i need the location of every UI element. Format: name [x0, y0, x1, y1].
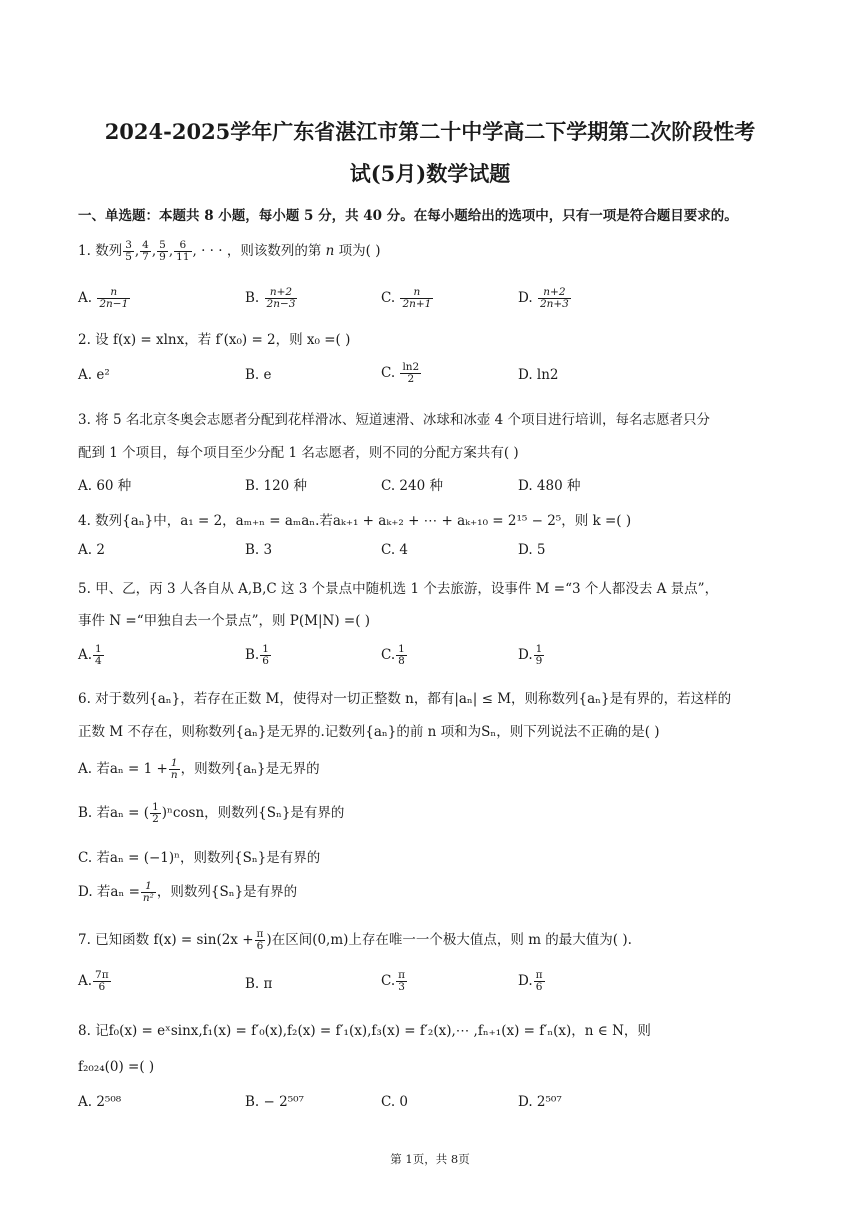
fraction: $\frac{6}{11}$	[176, 239, 190, 263]
section-heading: 一、单选题：本题共 8 小题，每小题 5 分，共 40 分。在每小题给出的选项中，只有一项是符合题目要求的。	[78, 208, 738, 224]
question-6-line2: 正数 M 不存在，则称数列{aₙ}是无界的.记数列{aₙ}的前 n 项和为Sₙ，则下列说法不正确的是( )	[78, 724, 660, 740]
question-8-line1: 8. 记f₀(x) = eˣsinx,f₁(x) = f′₀(x),f₂(x) = f′₁(x),f₃(x) = f′₂(x),⋯ ,fₙ₊₁(x) = f′ₙ(x)，n ∈ N，则	[78, 1023, 651, 1039]
question-7-option-d: D. $\frac{\pi}{6}$	[518, 969, 543, 993]
question-8-option-c: C. 0	[381, 1094, 409, 1110]
question-2-option-d: D. ln2	[518, 367, 559, 383]
question-6-option-b: B. 若aₙ = ( $\frac{1}{2}$ )ⁿcosn，则数列{Sₙ}是有界的	[78, 801, 345, 825]
page-title-line1: 2024-2025学年广东省湛江市第二十中学高二下学期第二次阶段性考	[104, 119, 756, 144]
question-1-option-d: D. $\frac{n+2}{2n+3}$	[518, 286, 569, 310]
question-5-option-c: C. $\frac{1}{8}$	[381, 643, 405, 667]
question-3-line2: 配到 1 个项目，每个项目至少分配 1 名志愿者，则不同的分配方案共有( )	[78, 445, 519, 461]
question-7-stem: 7. 已知函数 f(x) = sin(2x + $\frac{\pi}{6}$ )在区间(0,m)上存在唯一一个极大值点，则 m 的最大值为( ).	[78, 928, 632, 952]
question-5-option-d: D. $\frac{1}{9}$	[518, 643, 543, 667]
question-3-option-d: D. 480 种	[518, 478, 581, 494]
question-4-option-a: A. 2	[78, 542, 105, 558]
question-4-stem: 4. 数列{aₙ}中，a₁ = 2，aₘ₊ₙ = aₘaₙ.若aₖ₊₁ + aₖ₊₂ + ⋯ + aₖ₊₁₀ = 2¹⁵ − 2⁵，则 k =( )	[78, 513, 632, 529]
question-6-option-d: D. 若aₙ = $\frac{1}{\text{n²}}$ ，则数列{Sₙ}是有界的	[78, 880, 298, 904]
question-1-option-a: A. $\frac{n}{2n-1}$	[78, 286, 129, 310]
question-2-option-b: B. e	[245, 367, 272, 383]
question-3-option-a: A. 60 种	[78, 478, 132, 494]
question-6-option-a: A. 若aₙ = 1 + $\frac{1}{n}$ ，则数列{aₙ}是无界的	[78, 757, 320, 781]
question-3-option-c: C. 240 种	[381, 478, 443, 494]
question-5-option-b: B. $\frac{1}{6}$	[245, 643, 269, 667]
page-title-line2: 试(5月)数学试题	[349, 161, 511, 186]
question-2-stem: 2. 设 f(x) = xlnx，若 f′(x₀) = 2，则 x₀ =( )	[78, 332, 351, 348]
question-5-option-a: A. $\frac{1}{4}$	[78, 643, 102, 667]
question-1-stem: 1. 数列 $\frac{3}{5}$ , $\frac{4}{7}$ , $\frac{5}{9}$ , $\frac{6}{11}$ , · · · ，则该数列的第 n 项为( )	[78, 239, 381, 263]
fraction: $\frac{5}{9}$	[159, 239, 166, 263]
question-5-line1: 5. 甲、乙，丙 3 人各自从 A,B,C 这 3 个景点中随机选 1 个去旅游，设事件 M =“3 个人都没去 A 景点”，	[78, 581, 719, 597]
question-8-option-b: B. − 2⁵⁰⁷	[245, 1094, 304, 1110]
question-2-option-c: C. $\frac{\ln 2}{2}$	[381, 361, 420, 385]
question-8-option-d: D. 2⁵⁰⁷	[518, 1094, 562, 1110]
question-7-option-a: A. $\frac{7\pi}{6}$	[78, 969, 109, 993]
question-4-option-b: B. 3	[245, 542, 273, 558]
question-7-option-b: B. π	[245, 976, 273, 992]
question-3-option-b: B. 120 种	[245, 478, 308, 494]
question-6-option-c: C. 若aₙ = (−1)ⁿ，则数列{Sₙ}是有界的	[78, 850, 321, 866]
question-8-line2: f₂₀₂₄(0) =( )	[78, 1059, 155, 1075]
question-4-option-c: C. 4	[381, 542, 409, 558]
question-3-line1: 3. 将 5 名北京冬奥会志愿者分配到花样滑冰、短道速滑、冰球和冰壶 4 个项目进行培训，每名志愿者只分	[78, 412, 711, 428]
question-1-option-c: C. $\frac{n}{2n+1}$	[381, 286, 432, 310]
question-2-option-a: A. e²	[78, 367, 110, 383]
question-1-option-b: B. $\frac{n+2}{2n-3}$	[245, 286, 296, 310]
fraction: $\frac{3}{5}$	[125, 239, 132, 263]
page-footer: 第 1页，共 8页	[390, 1152, 470, 1166]
question-8-option-a: A. 2⁵⁰⁸	[78, 1094, 122, 1110]
fraction: $\frac{4}{7}$	[142, 239, 149, 263]
question-5-line2: 事件 N =“甲独自去一个景点”，则 P(M|N) =( )	[78, 613, 371, 629]
question-6-line1: 6. 对于数列{aₙ}，若存在正数 M，使得对一切正整数 n，都有|aₙ| ≤ M，则称数列{aₙ}是有界的，若这样的	[78, 691, 732, 707]
question-7-option-c: C. $\frac{\pi}{3}$	[381, 969, 406, 993]
question-4-option-d: D. 5	[518, 542, 546, 558]
